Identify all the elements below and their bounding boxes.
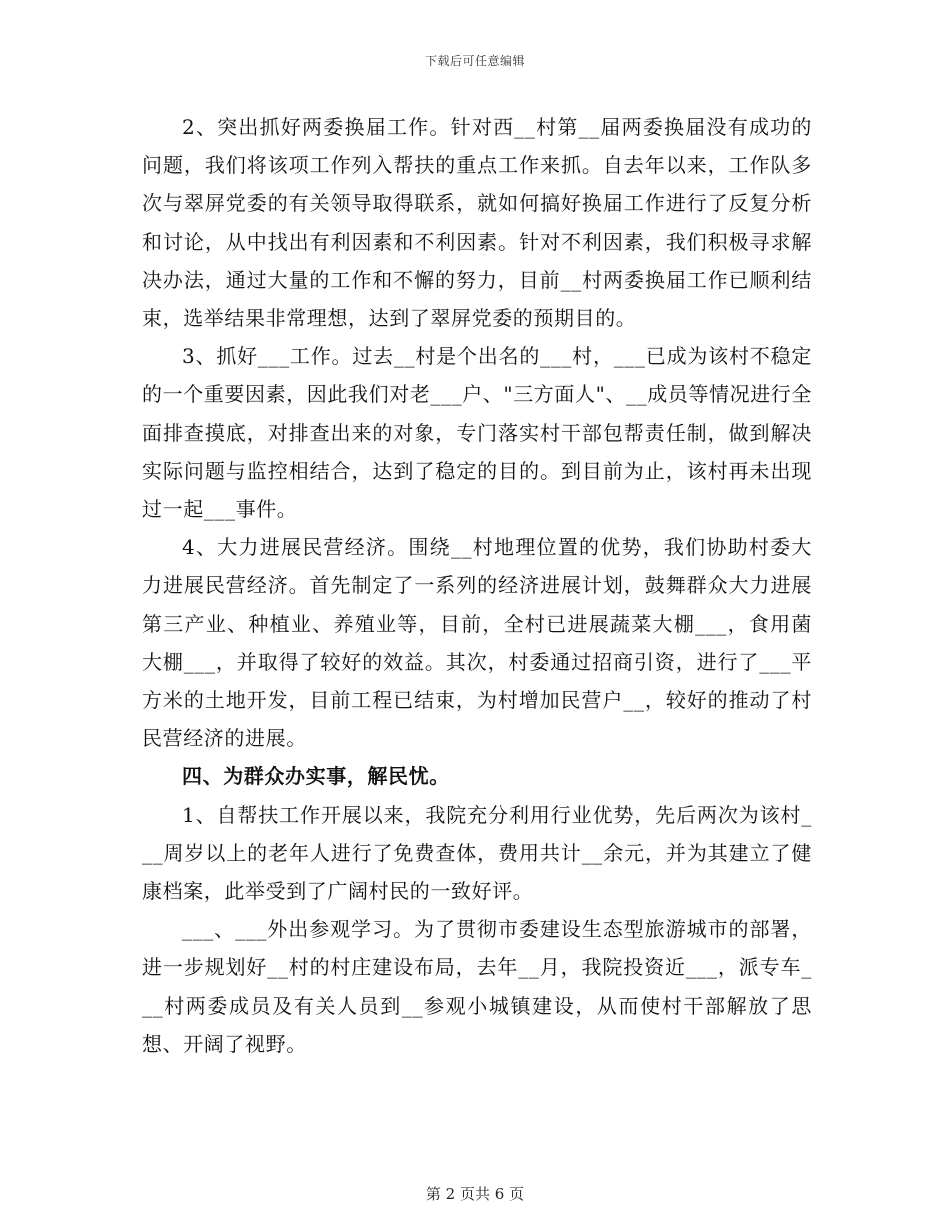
paragraph-private-economy: 4、大力进展民营经济。围绕__村地理位置的优势，我们协助村委大力进展民营经济。首先制定了一系列的经济进展计划，鼓舞群众大力进展第三产业、种植业、养殖业等，目前，全村已进展蔬菜大棚___，食用菌大棚___，并取得了较好的效益。其次，村委通过招商引资，进行了___平方米的土地开发，目前工程已结束，为村增加民营户__，较好的推动了村民营经济的进展。 <box>142 535 812 751</box>
section-heading: 四、为群众办实事，解民忧。 <box>182 764 450 789</box>
paragraph-study-tour: ___、___外出参观学习。为了贯彻市委建设生态型旅游城市的部署，进一步规划好__村的村庄建设布局，去年__月，我院投资近___，派专车___村两委成员及有关人员到__参观小城镇建设，从而使村干部解放了思想、开阔了视野。 <box>142 917 812 1056</box>
page-header: 下载后可任意编辑 <box>424 54 525 68</box>
document-body <box>142 108 812 1063</box>
paragraph-health-check: 1、自帮扶工作开展以来，我院充分利用行业优势，先后两次为该村___周岁以上的老年人进行了免费查体，费用共计__余元，并为其建立了健康档案，此举受到了广阔村民的一致好评。 <box>142 802 812 904</box>
page-footer: 第 2 页共 6 页 <box>425 1185 525 1203</box>
paragraph-stability-work: 3、抓好___工作。过去__村是个出名的___村，___已成为该村不稳定的一个重要因素，因此我们对老___户、"三方面人"、__成员等情况进行全面排查摸底，对排查出来的对象，专门落实村干部包帮责任制，做到解决实际问题与监控相结合，达到了稳定的目的。到目前为止，该村再未出现过一起___事件。 <box>142 344 812 522</box>
paragraph-election-work: 2、突出抓好两委换届工作。针对西__村第__届两委换届没有成功的问题，我们将该项工作列入帮扶的重点工作来抓。自去年以来，工作队多次与翠屏党委的有关领导取得联系，就如何搞好换届工作进行了反复分析和讨论，从中找出有利因素和不利因素。针对不利因素，我们积极寻求解决办法，通过大量的工作和不懈的努力，目前__村两委换届工作已顺利结束，选举结果非常理想，达到了翠屏党委的预期目的。 <box>142 115 812 331</box>
